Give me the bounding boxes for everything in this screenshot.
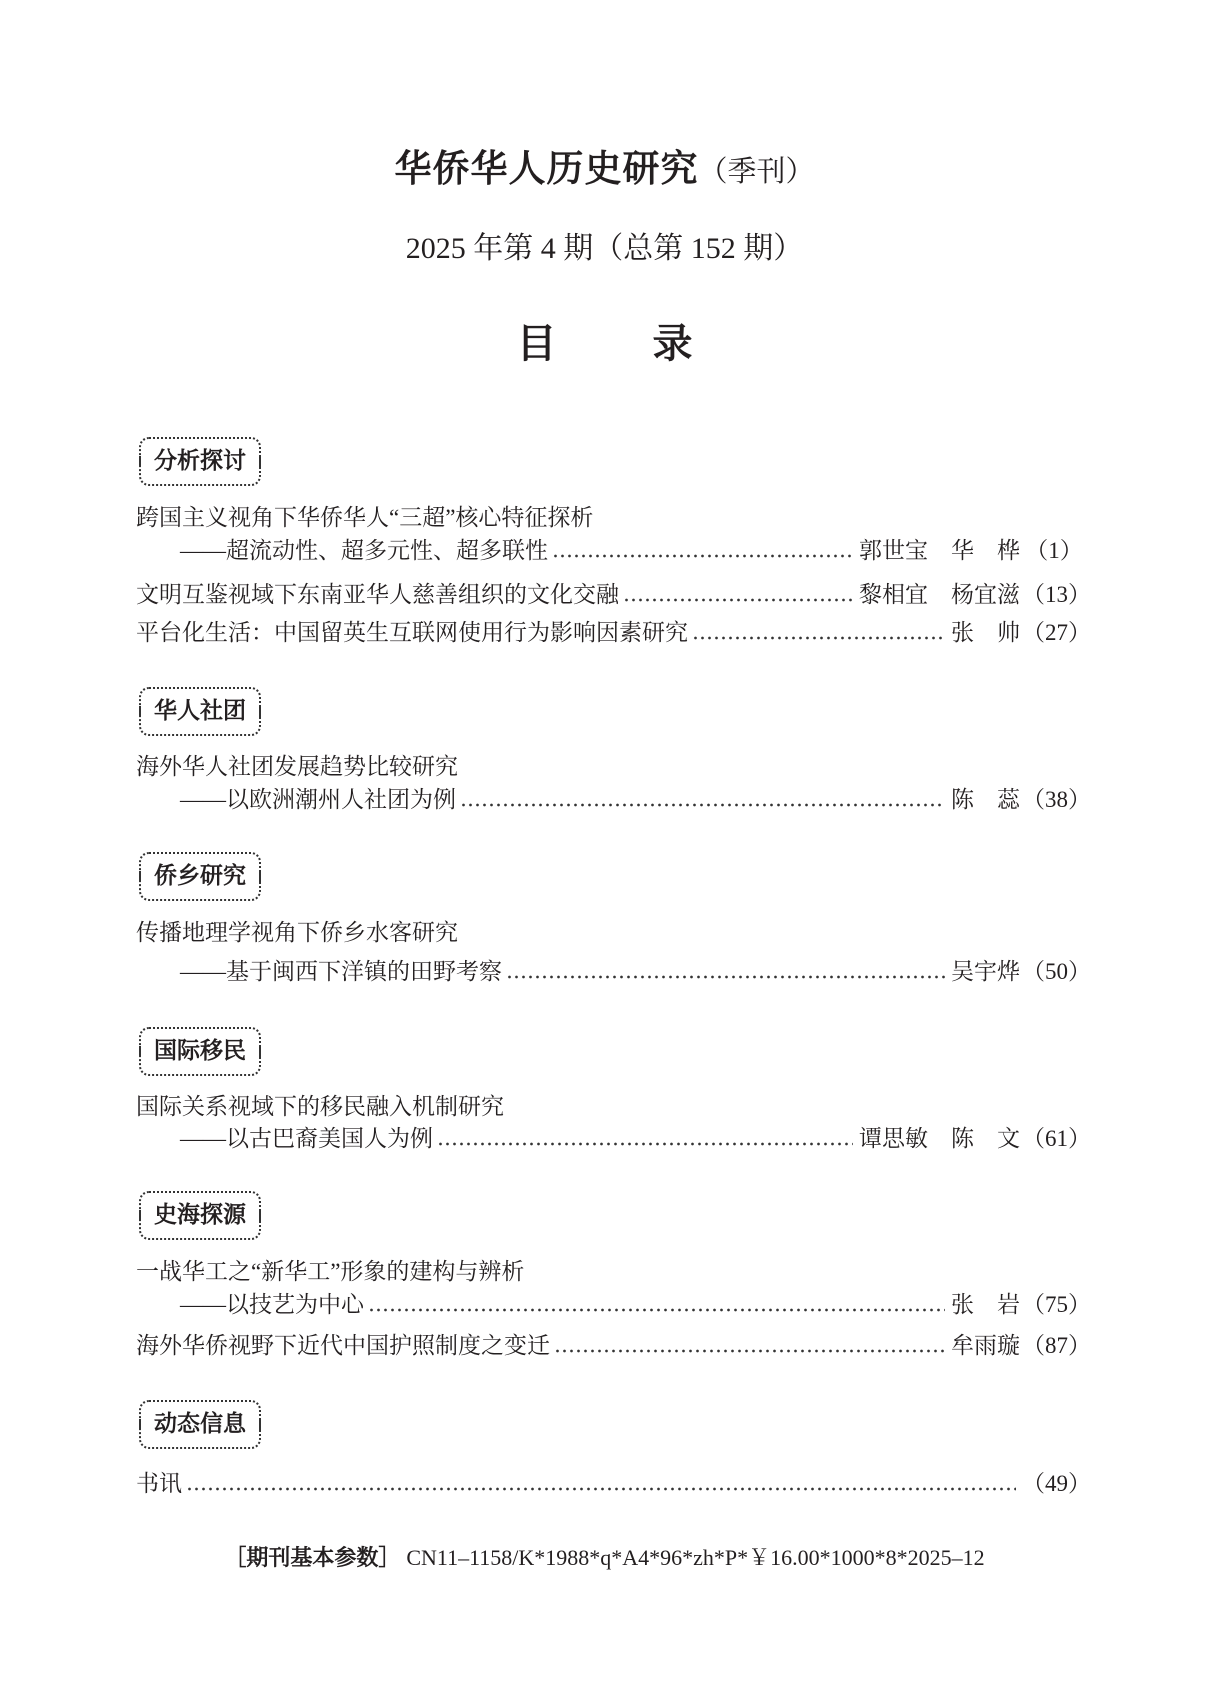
entry-page-number: （49） — [1022, 1471, 1091, 1496]
entry-page-number: （13） — [1022, 582, 1091, 607]
entry-authors: 张 岩 — [951, 1292, 1020, 1317]
toc-entry — [136, 618, 1091, 648]
dot-leader — [552, 554, 853, 558]
toc-entry-subtitle-line — [180, 1290, 1091, 1320]
toc-entry-title-line — [136, 1257, 1086, 1287]
toc-entry-title-line — [136, 752, 1086, 782]
entry-page-number: （75） — [1022, 1292, 1091, 1317]
section-header-international-migration: 国际移民 — [139, 1027, 261, 1076]
journal-name: 华侨华人历史研究 — [394, 147, 699, 190]
entry-authors: 吴宇烨 — [951, 959, 1020, 984]
toc-entry-title-line — [136, 918, 1086, 948]
toc-entry-title-line — [136, 1092, 1086, 1122]
toc-heading: 目录 — [516, 321, 789, 367]
section-header-hometown-studies: 侨乡研究 — [139, 852, 261, 901]
entry-title: 传播地理学视角下侨乡水客研究 — [136, 920, 458, 945]
dot-leader — [692, 636, 945, 640]
entry-subtitle: ——以技艺为中心 — [180, 1292, 364, 1317]
entry-page-number: （1） — [1025, 538, 1083, 563]
issue-line: 2025 年第 4 期（总第 152 期） — [405, 232, 804, 265]
dot-leader — [437, 1142, 853, 1146]
section-header-news: 动态信息 — [139, 1400, 261, 1449]
entry-authors: 张 帅 — [951, 620, 1020, 645]
journal-parameters — [0, 1542, 1209, 1575]
entry-title: 书讯 — [136, 1471, 182, 1496]
section-header-analysis: 分析探讨 — [139, 437, 261, 486]
journal-frequency: （季刊） — [698, 156, 815, 188]
toc-entry-subtitle-line — [180, 957, 1091, 987]
entry-title: 海外华侨视野下近代中国护照制度之变迁 — [136, 1333, 550, 1358]
journal-title — [0, 146, 1209, 195]
toc-entry-title-line — [136, 503, 1086, 533]
entry-title: 跨国主义视角下华侨华人“三超”核心特征探析 — [136, 505, 594, 530]
entry-authors: 陈 蕊 — [951, 787, 1020, 812]
entry-authors: 郭世宝 华 桦 — [859, 538, 1020, 563]
dot-leader — [506, 975, 945, 979]
dot-leader — [554, 1349, 945, 1353]
dot-leader — [368, 1308, 945, 1312]
dot-leader — [186, 1487, 1016, 1491]
entry-subtitle: ——以欧洲潮州人社团为例 — [180, 787, 456, 812]
toc-entry — [136, 1331, 1091, 1361]
toc-entry — [136, 1469, 1091, 1499]
entry-subtitle: ——超流动性、超多元性、超多联性 — [180, 538, 548, 563]
entry-authors: 黎相宜 杨宜滋 — [859, 582, 1020, 607]
dot-leader — [623, 598, 853, 602]
parameters-value: CN11–1158/K*1988*q*A4*96*zh*P*￥16.00*1000*8*2025–12 — [406, 1545, 985, 1570]
entry-page-number: （50） — [1022, 959, 1091, 984]
entry-title: 国际关系视域下的移民融入机制研究 — [136, 1094, 504, 1119]
entry-title: 一战华工之“新华工”形象的建构与辨析 — [136, 1259, 525, 1284]
entry-page-number: （27） — [1022, 620, 1091, 645]
entry-title: 平台化生活：中国留英生互联网使用行为影响因素研究 — [136, 620, 688, 645]
entry-authors: 谭思敏 陈 文 — [859, 1126, 1020, 1151]
entry-page-number: （61） — [1022, 1126, 1091, 1151]
entry-title: 文明互鉴视域下东南亚华人慈善组织的文化交融 — [136, 582, 619, 607]
toc-entry — [136, 580, 1091, 610]
entry-subtitle: ——以古巴裔美国人为例 — [180, 1126, 433, 1151]
entry-page-number: （87） — [1022, 1333, 1091, 1358]
dot-leader — [460, 803, 945, 807]
entry-subtitle: ——基于闽西下洋镇的田野考察 — [180, 959, 502, 984]
entry-authors: 牟雨璇 — [951, 1333, 1020, 1358]
toc-entry-subtitle-line — [180, 536, 1086, 566]
toc-entry-subtitle-line — [180, 785, 1091, 815]
toc-entry-subtitle-line — [180, 1124, 1091, 1154]
section-header-history: 史海探源 — [139, 1191, 261, 1240]
entry-page-number: （38） — [1022, 787, 1091, 812]
entry-title: 海外华人社团发展趋势比较研究 — [136, 754, 458, 779]
parameters-label: ［期刊基本参数］ — [224, 1546, 401, 1571]
section-header-associations: 华人社团 — [139, 687, 261, 736]
